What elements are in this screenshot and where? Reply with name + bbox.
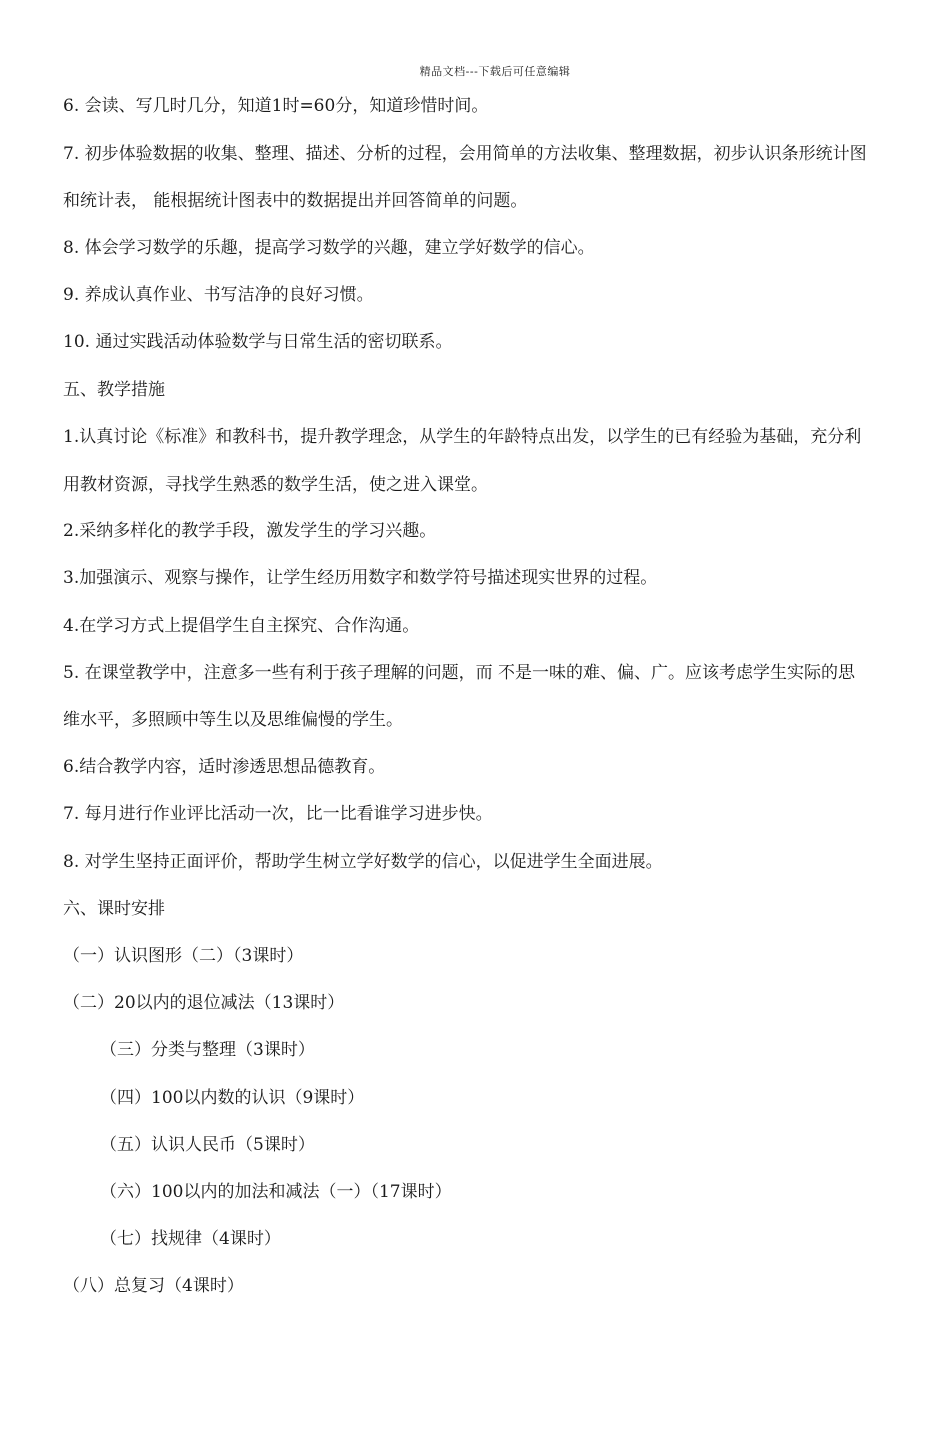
text-line: 7. 初步体验数据的收集、整理、描述、分析的过程，会用简单的方法收集、整理数据，初步认识条形统计图 [63,144,867,164]
text-line: 用教材资源，寻找学生熟悉的数学生活，使之进入课堂。 [63,475,488,495]
schedule-item: （八）总复习（4课时） [63,1276,244,1296]
text-line: 4.在学习方式上提倡学生自主探究、合作沟通。 [63,616,420,636]
section-heading: 五、教学措施 [63,380,165,400]
text-line: 2.采纳多样化的教学手段，激发学生的学习兴趣。 [63,521,437,541]
page-header: 精品文档---下载后可任意编辑 [419,65,571,78]
schedule-item: （三）分类与整理（3课时） [100,1040,315,1060]
text-line: 5. 在课堂教学中，注意多一些有利于孩子理解的问题，而 不是一味的难、偏、广。应该考虑学生实际的思 [63,663,856,683]
text-line: 1.认真讨论《标准》和教科书，提升教学理念，从学生的年龄特点出发，以学生的已有经验为基础，充分利 [63,427,862,447]
text-line: 7. 每月进行作业评比活动一次，比一比看谁学习进步快。 [63,804,493,824]
schedule-item: （一）认识图形（二）（3课时） [63,946,304,966]
text-line: 9. 养成认真作业、书写洁净的良好习惯。 [63,285,374,305]
schedule-item: （六）100以内的加法和减法（一）（17课时） [100,1182,452,1202]
text-line: 8. 体会学习数学的乐趣，提高学习数学的兴趣，建立学好数学的信心。 [63,238,595,258]
text-line: 10. 通过实践活动体验数学与日常生活的密切联系。 [63,332,453,352]
schedule-item: （四）100以内数的认识（9课时） [100,1088,365,1108]
text-line: 3.加强演示、观察与操作，让学生经历用数字和数学符号描述现实世界的过程。 [63,568,658,588]
schedule-item: （七）找规律（4课时） [100,1229,281,1249]
text-line: 6.结合教学内容，适时渗透思想品德教育。 [63,757,386,777]
section-heading: 六、课时安排 [63,899,165,919]
text-line: 和统计表， 能根据统计图表中的数据提出并回答简单的问题。 [63,191,528,211]
text-line: 6. 会读、写几时几分，知道1时=60分，知道珍惜时间。 [63,96,489,116]
text-line: 维水平，多照顾中等生以及思维偏慢的学生。 [63,710,403,730]
schedule-item: （二）20以内的退位减法（13课时） [63,993,345,1013]
schedule-item: （五）认识人民币（5课时） [100,1135,315,1155]
text-line: 8. 对学生坚持正面评价，帮助学生树立学好数学的信心，以促进学生全面进展。 [63,852,663,872]
